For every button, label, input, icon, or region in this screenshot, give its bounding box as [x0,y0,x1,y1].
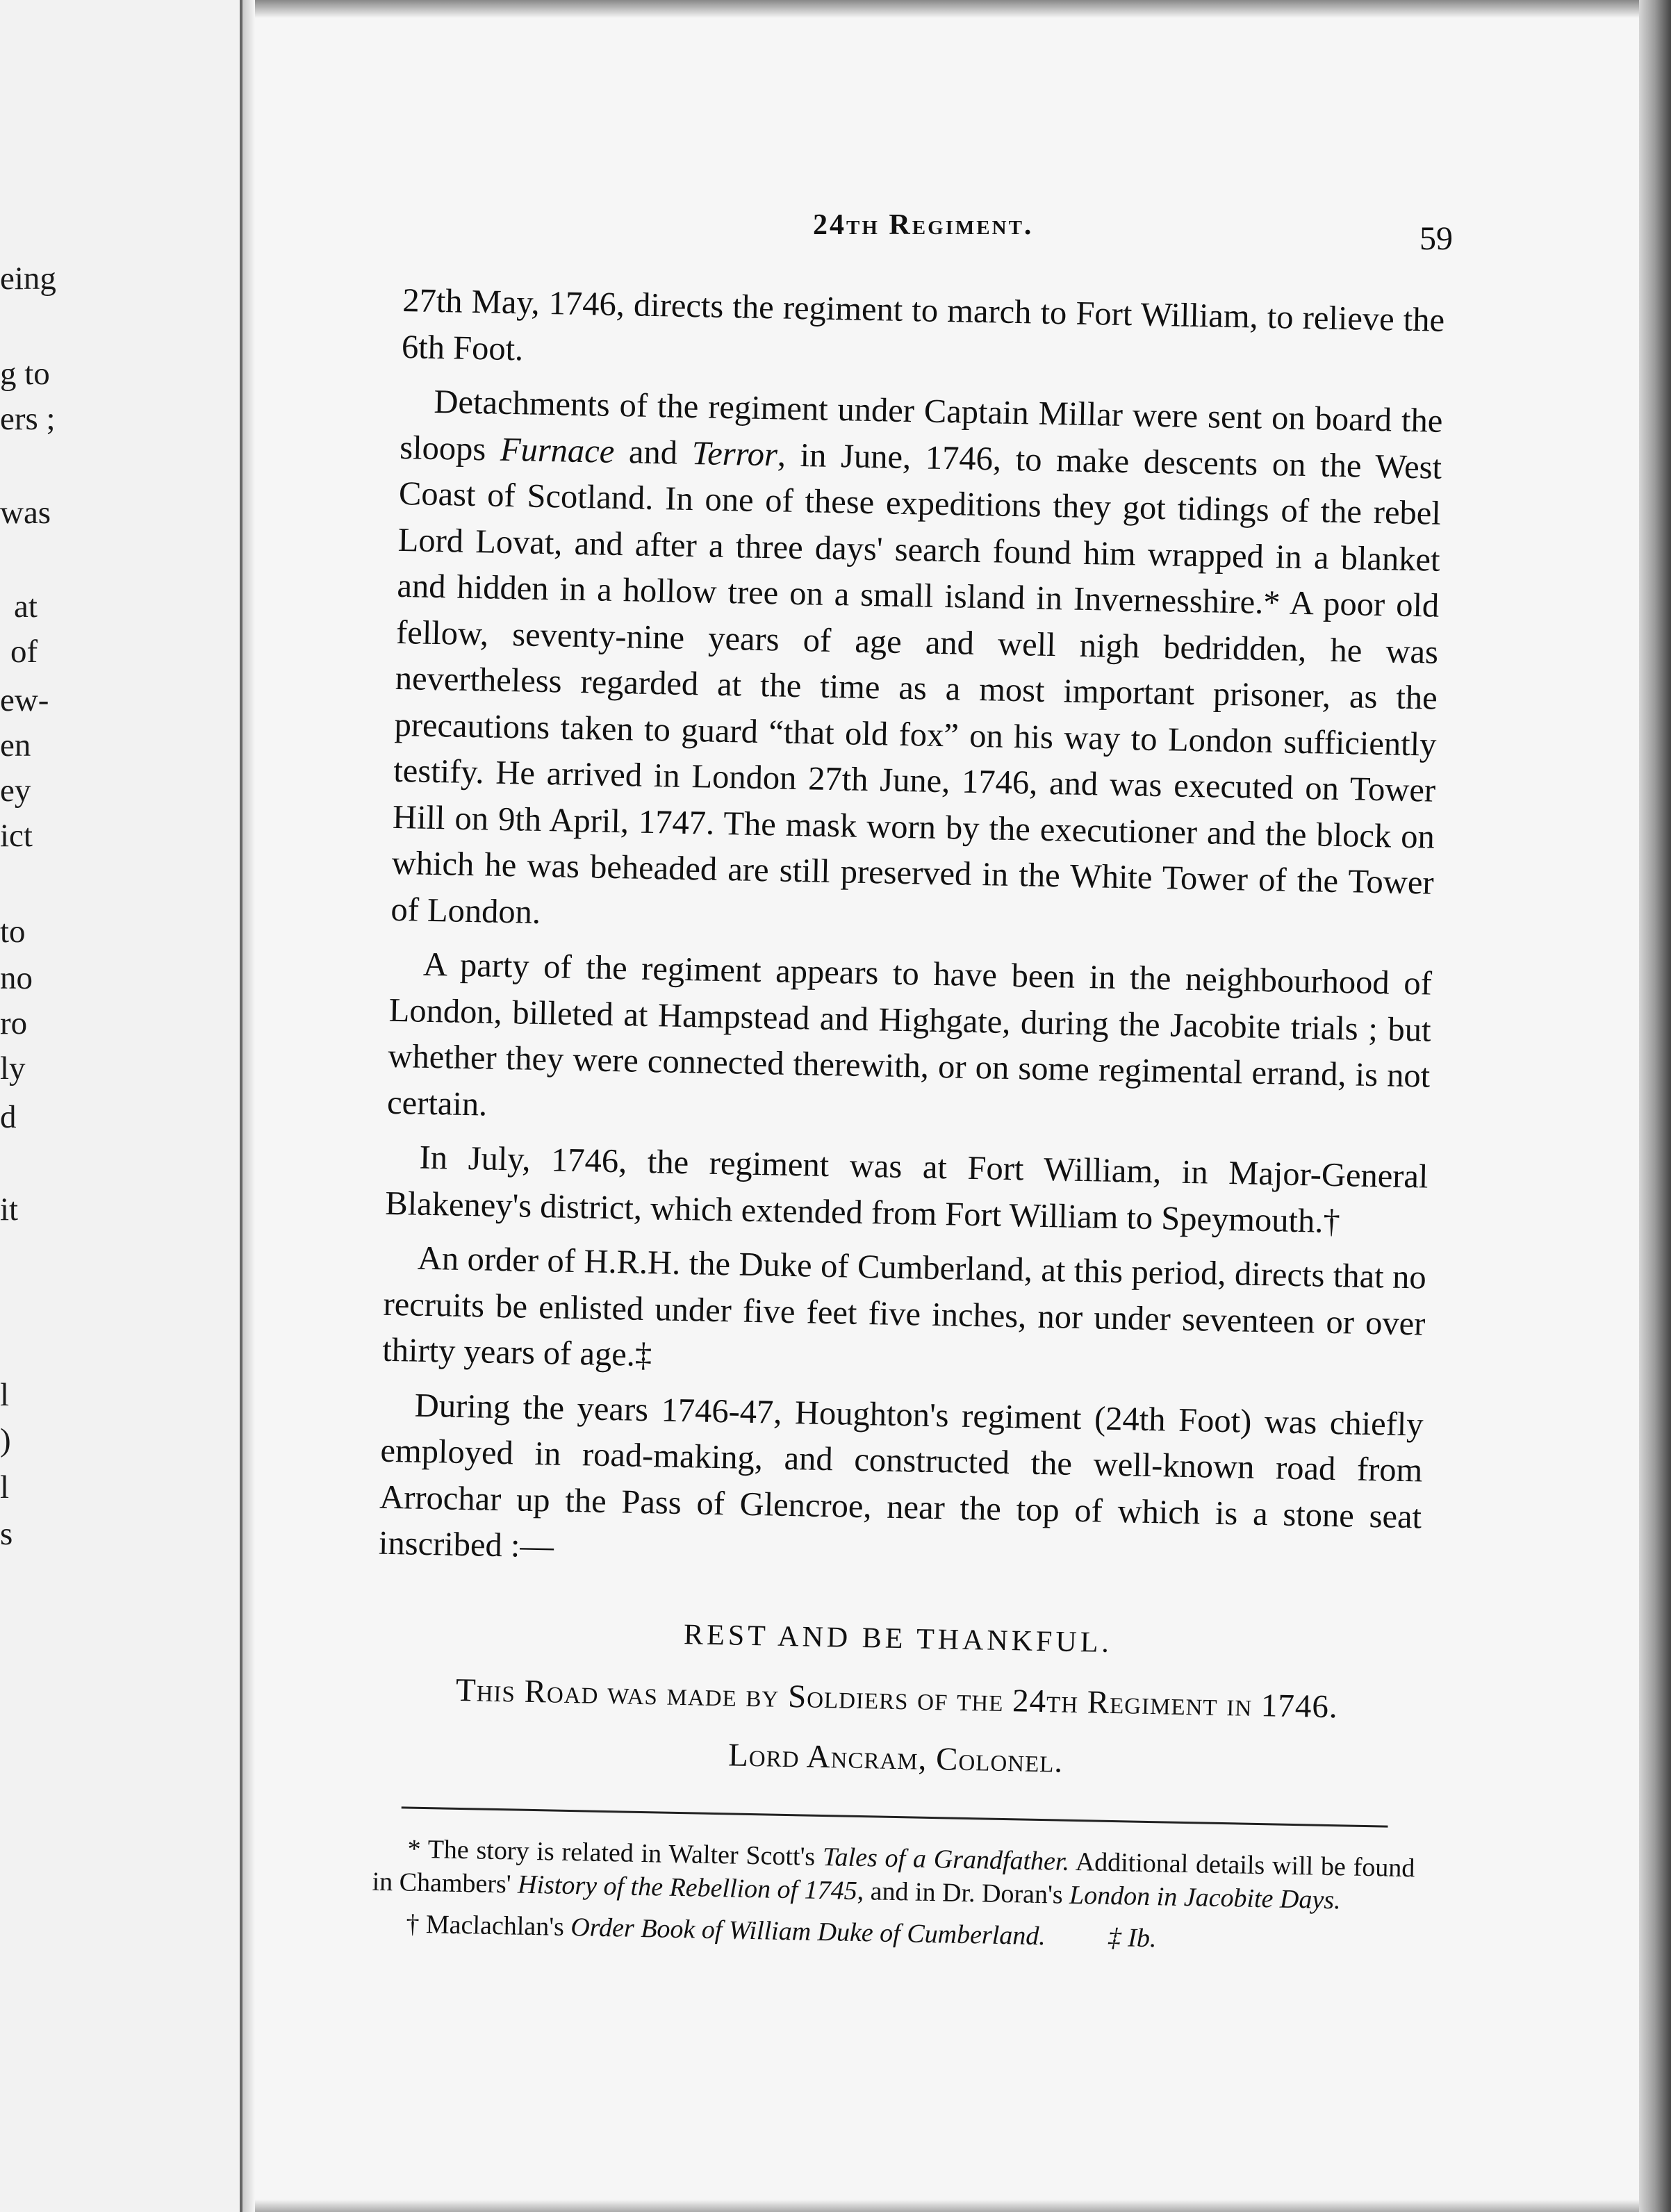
footnote-text: * The story is related in Walter Scott's [407,1834,823,1872]
left-fragment: eing [0,261,56,297]
footnote-text: , and in Dr. Doran's [857,1876,1070,1910]
bottom-page-edge [250,2199,1640,2212]
left-fragment: ew- [0,682,49,718]
paragraph-continuation: 27th May, 1746, directs the regiment to march to Fort William, to relieve the 6th Foot. [401,281,1445,368]
book-title: History of the Rebellion of 1745 [517,1870,858,1906]
paragraph-fort-william: In July, 1746, the regiment was at Fort William, in Major-General Blakeney's district, which extended from Fort William to Speymouth.† [384,1139,1429,1240]
footnote-text: Additional details will be found in Chambers' [372,1847,1415,1899]
left-fragment: ro [0,1005,28,1041]
left-fragment: en [0,727,31,764]
ship-name: Furnace [500,431,615,470]
footnote-ibid [1108,1922,1156,1952]
left-fragment: it [0,1191,19,1228]
page-number: 59 [1419,220,1453,257]
left-fragment: g to [0,356,50,392]
footnote-text: † Maclachlan's [406,1909,571,1942]
paragraph-road-making: During the years 1746-47, Houghton's regiment (24th Foot) was chiefly employed in road-making, and constructed the well-known road from Arrochar up the Pass of Glencroe, near the top of which is a stone seat inscribed :— [378,1387,1424,1565]
stone-inscription [374,1599,1420,1798]
right-page-edge [1639,0,1671,2212]
left-fragment: ly [0,1050,26,1087]
left-fragment: was [0,495,51,531]
left-fragment: ict [0,818,33,854]
paragraph-hampstead: A party of the regiment appears to have been in the neighbourhood of London, billeted at Hampstead and Highgate, during the Jacobite trials ; but whether they were connected therewith, or on some regimental errand, is not certain. [386,946,1433,1123]
footnote-star [372,1831,1415,1918]
inscription-line: This Road was made by Soldiers of the 24th Regiment in 1746. [455,1672,1339,1725]
paragraph-lovat [390,379,1443,953]
running-head: 24th Regiment. [813,209,1034,241]
left-fragment: l [0,1469,10,1505]
paragraph-text: Detachments of the regiment under Captain Millar were sent on board the sloops [399,383,1443,468]
ship-name: Terror [691,434,778,473]
left-page-fragments [0,0,240,2212]
book-title: Tales of a Grandfather. [822,1842,1070,1876]
left-fragment: s [0,1516,13,1552]
book-title: Order Book of William Duke of Cumberland. [570,1912,1046,1951]
book-spine-shadow [242,0,255,2212]
paragraph-text: and [614,433,693,472]
left-fragment: ) [0,1422,11,1458]
left-fragment: d [0,1099,17,1135]
left-fragment: to [0,914,26,950]
left-page-strip [0,0,242,2212]
left-fragment: of [10,634,38,670]
paragraph-text: , in June, 1746, to make descents on the West Coast of Scotland. In one of these expeditions they got tidings of the rebel Lord Lovat, and after a three days' search found him wrapped in a blanket and hidden in a hollow tree on a small island in Invernesshire.* A poor old fellow, seventy-nine years of age and well nigh bedridden, he was nevertheless regarded at the time as a most important prisoner, as the precautions taken to guard “that old fox” on his way to London sufficiently testify. He arrived in London 27th June, 1746, and was executed on Tower Hill on 9th April, 1747. The mask worn by the executioner and the block on which he was beheaded are still preserved in the White Tower of the Tower of London. [390,436,1442,931]
inscription-line: REST AND BE THANKFUL. [683,1618,1113,1659]
ibid-text: ‡ Ib. [1108,1922,1157,1953]
left-fragment: ey [0,773,31,809]
inscription-line: Lord Ancram, Colonel. [727,1736,1064,1780]
left-fragment: ers ; [0,401,56,437]
footnote-divider [402,1806,1388,1827]
left-fragment: at [14,588,38,625]
top-page-edge [250,0,1640,18]
book-title: London in Jacobite Days. [1069,1880,1342,1915]
page-body [371,278,1445,1960]
left-fragment: no [0,960,33,996]
left-fragment: l [0,1377,10,1413]
paragraph-recruits-order: An order of H.R.H. the Duke of Cumberland, at this period, directs that no recruits be enlisted under five feet five inches, nor under seventeen or over thirty years of age.‡ [381,1239,1427,1374]
